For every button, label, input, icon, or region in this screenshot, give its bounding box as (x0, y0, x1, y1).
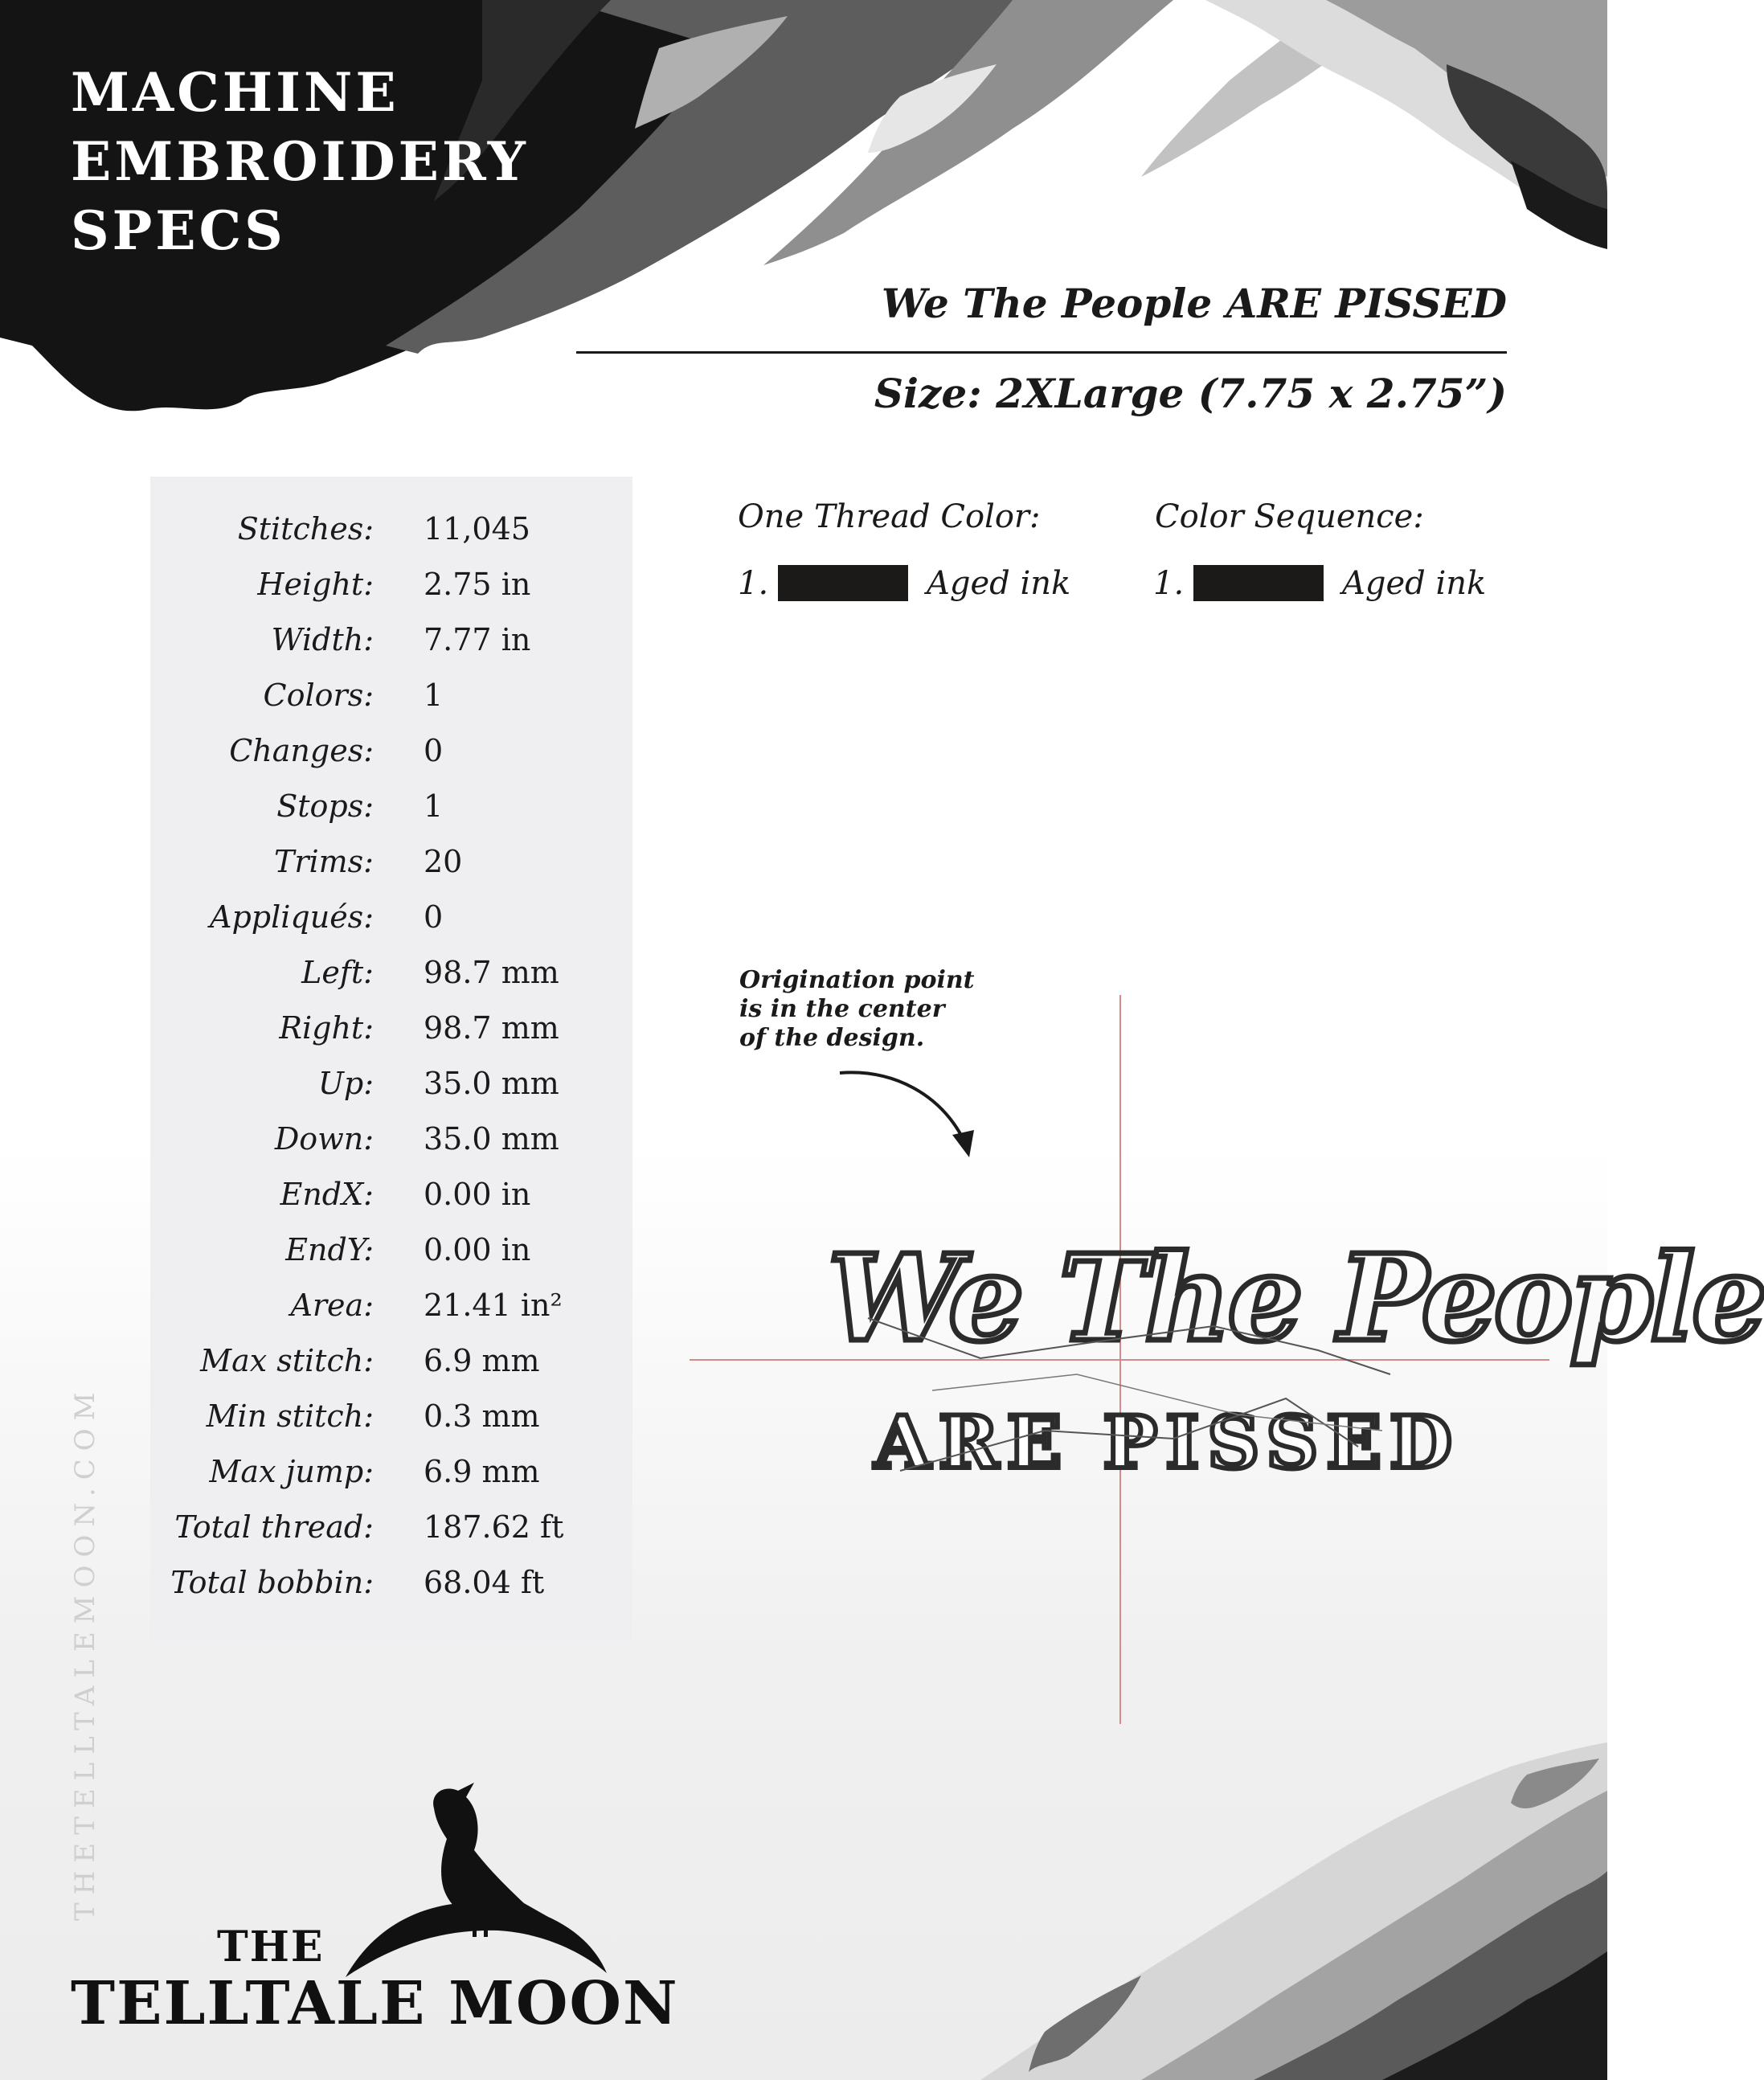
spec-row (150, 1172, 632, 1227)
title-line: MACHINE (71, 61, 399, 124)
spec-label: Stitches: (237, 511, 374, 547)
spec-value: 0 (424, 899, 444, 935)
spec-row (150, 673, 632, 728)
spec-label: Max jump: (209, 1454, 374, 1489)
origination-note-line: is in the center (739, 995, 945, 1023)
color-sequence-heading: Color Sequence: (1155, 498, 1424, 535)
spec-label: Width: (271, 622, 374, 657)
thread-number: 1. (738, 565, 769, 602)
spec-label: Area: (290, 1288, 374, 1323)
spec-value: 98.7 mm (424, 955, 559, 990)
ink-splash-bottom (804, 1742, 1607, 2080)
spec-label: EndY: (285, 1232, 374, 1267)
spec-label: Up: (317, 1066, 374, 1101)
spec-label: Colors: (263, 678, 374, 713)
spec-row (150, 1560, 632, 1615)
spec-value: 98.7 mm (424, 1010, 559, 1046)
spec-row (150, 1338, 632, 1394)
logo-word-the: THE (217, 1922, 325, 1971)
spec-value: 0 (424, 733, 444, 768)
one-thread-color-item (738, 561, 1075, 606)
spec-value: 20 (424, 844, 463, 879)
design-name: We The People ARE PISSED (881, 280, 1507, 327)
spec-label: EndX: (280, 1177, 374, 1212)
spec-value: 6.9 mm (424, 1454, 540, 1489)
spec-value: 1 (424, 788, 444, 824)
spec-row (150, 1227, 632, 1283)
spec-row (150, 1394, 632, 1449)
spec-label: Trims: (273, 844, 374, 879)
spec-label: Changes: (229, 733, 374, 768)
spec-row (150, 895, 632, 950)
design-preview-line1: We The People (828, 1228, 1764, 1368)
title-line: EMBROIDERY (71, 130, 529, 193)
title-line: SPECS (71, 199, 286, 262)
spec-value: 0.00 in (424, 1177, 531, 1212)
spec-label: Max stitch: (200, 1343, 374, 1378)
spec-value: 35.0 mm (424, 1066, 559, 1101)
spec-row (150, 617, 632, 673)
spec-row (150, 839, 632, 895)
spec-row (150, 562, 632, 617)
spec-label: Height: (257, 567, 374, 602)
spec-row (150, 1449, 632, 1505)
origination-note-line: of the design. (739, 1024, 925, 1052)
curved-arrow-icon (828, 1053, 988, 1165)
stitch-jump-paths (836, 1270, 1422, 1479)
thread-number: 1. (1153, 565, 1185, 602)
spec-value: 68.04 ft (424, 1565, 545, 1600)
spec-value: 35.0 mm (424, 1121, 559, 1157)
thread-color-swatch (778, 565, 908, 601)
spec-row (150, 950, 632, 1005)
spec-value: 187.62 ft (424, 1509, 564, 1545)
spec-value: 6.9 mm (424, 1343, 540, 1378)
spec-row (150, 1061, 632, 1116)
spec-row (150, 1505, 632, 1560)
thread-name: Aged ink (927, 565, 1071, 602)
logo-wordmark: TELLTALE MOON (71, 1969, 679, 2038)
one-thread-color-heading: One Thread Color: (738, 498, 1041, 535)
spec-value: 1 (424, 678, 444, 713)
spec-label: Stops: (276, 788, 374, 824)
origination-note-line: Origination point (739, 966, 975, 994)
thread-color-swatch (1193, 565, 1324, 601)
spec-row (150, 728, 632, 784)
spec-value: 7.77 in (424, 622, 531, 657)
spec-row (150, 784, 632, 839)
spec-label: Min stitch: (206, 1398, 374, 1434)
spec-value: 11,045 (424, 511, 530, 547)
spec-label: Right: (279, 1010, 374, 1046)
spec-label: Down: (274, 1121, 374, 1157)
spec-value: 0.3 mm (424, 1398, 540, 1434)
spec-row (150, 1005, 632, 1061)
spec-row (150, 506, 632, 562)
specs-panel (150, 477, 632, 1640)
design-size: Size: 2XLarge (7.75 x 2.75”) (874, 370, 1507, 417)
spec-label: Appliqués: (210, 899, 374, 935)
spec-label: Total thread: (174, 1509, 374, 1545)
spec-value: 21.41 in² (424, 1288, 563, 1323)
brand-title (71, 58, 529, 265)
spec-label: Total bobbin: (170, 1565, 374, 1600)
design-preview-line2: ARE PISSED (874, 1400, 1460, 1485)
thread-name: Aged ink (1342, 565, 1487, 602)
spec-row (150, 1116, 632, 1172)
origination-note (739, 966, 1077, 1053)
website-url-vertical: THETELLTALEMOON.COM (69, 1384, 101, 1921)
spec-value: 2.75 in (424, 567, 531, 602)
spec-label: Left: (301, 955, 374, 990)
color-sequence-item (1153, 561, 1491, 606)
header-divider (576, 351, 1507, 354)
spec-value: 0.00 in (424, 1232, 531, 1267)
crow-moon-logo-icon (338, 1776, 611, 1985)
spec-row (150, 1283, 632, 1338)
